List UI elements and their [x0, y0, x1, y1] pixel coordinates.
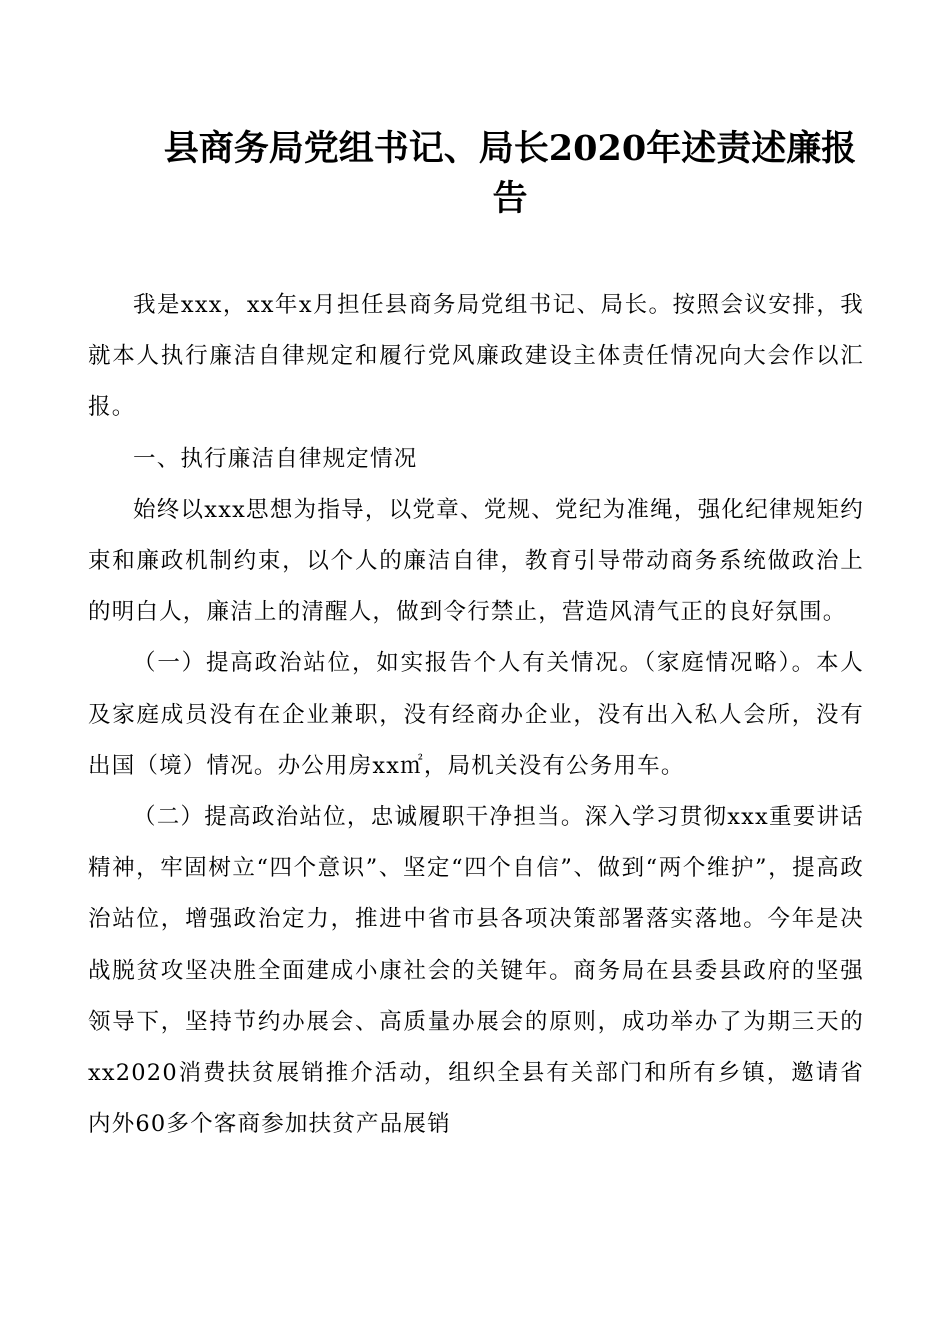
paragraph-guideline: 始终以xxx思想为指导，以党章、党规、党纪为准绳，强化纪律规矩约束和廉政机制约束，以个人的廉洁自律，教育引导带动商务系统做政治上的明白人，廉洁上的清醒人，做到令行禁止，营造风清气正的良好氛围。: [88, 496, 864, 626]
paragraph-subsection-2: （二）提高政治站位，忠诚履职干净担当。深入学习贯彻xxx重要讲话精神，牢固树立“四个意识”、坚定“四个自信”、做到“两个维护”，提高政治站位，增强政治定力，推进中省市县各项决策部署落实落地。今年是决战脱贫攻坚决胜全面建成小康社会的关键年。商务局在县委县政府的坚强领导下，坚持节约办展会、高质量办展会的原则，成功举办了为期三天的xx2020消费扶贫展销推介活动，组织全县有关部门和所有乡镇，邀请省内外60多个客商参加扶贫产品展销: [88, 804, 864, 1138]
document-title: 县商务局党组书记、局长2020年述责述廉报告: [163, 128, 857, 219]
paragraph-subsection-1: （一）提高政治站位，如实报告个人有关情况。（家庭情况略）。本人及家庭成员没有在企业兼职，没有经商办企业，没有出入私人会所，没有出国（境）情况。办公用房xx㎡，局机关没有公务用车。: [88, 650, 864, 779]
paragraph-intro: 我是xxx，xx年x月担任县商务局党组书记、局长。按照会议安排，我就本人执行廉洁自律规定和履行党风廉政建设主体责任情况向大会作以汇报。: [88, 292, 864, 421]
document-body: [88, 280, 864, 1150]
section-heading-1: 一、执行廉洁自律规定情况: [133, 445, 418, 472]
